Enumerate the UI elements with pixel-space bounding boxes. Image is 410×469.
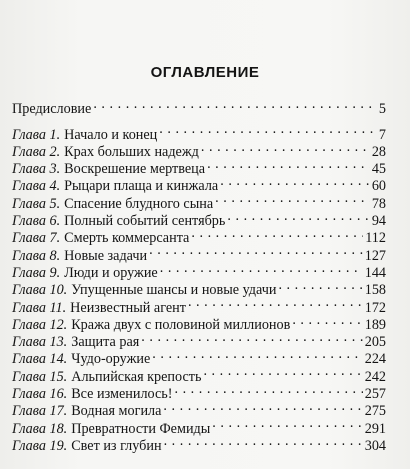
toc-entry-page: 242 xyxy=(364,368,386,385)
toc-entry-chapter xyxy=(12,121,386,143)
chapter-number: Глава 13. xyxy=(12,334,68,351)
toc-entry-page: 28 xyxy=(371,143,386,160)
toc-entry-page: 172 xyxy=(364,299,386,316)
toc-entry-title: Спасение блудного сына xyxy=(64,195,214,212)
toc-entry-chapter xyxy=(12,312,386,333)
toc-entry-page: 144 xyxy=(364,264,386,281)
chapter-number: Глава 3. xyxy=(12,161,61,178)
toc-entry-title: Начало и конец xyxy=(64,126,158,143)
toc-entry-page: 304 xyxy=(364,437,386,454)
dot-leader xyxy=(292,312,362,329)
toc-entry-page: 112 xyxy=(365,230,386,247)
toc-entry-chapter xyxy=(12,346,386,368)
toc-entry-page: 45 xyxy=(371,161,386,178)
table-of-contents xyxy=(12,96,386,454)
chapter-number: Глава 5. xyxy=(12,195,61,212)
chapter-number: Глава 10. xyxy=(12,282,68,299)
dot-leader xyxy=(188,294,363,311)
toc-entry-title: Крах больших надежд xyxy=(64,143,199,160)
dot-leader xyxy=(174,381,362,398)
toc-entry-page: 5 xyxy=(378,101,386,118)
toc-entry-chapter xyxy=(12,433,386,454)
toc-entry-title: Все изменилось! xyxy=(71,386,173,403)
chapter-number: Глава 12. xyxy=(12,316,68,333)
dot-leader xyxy=(152,346,362,363)
toc-entry-page: 127 xyxy=(364,247,386,264)
dot-leader xyxy=(203,363,362,380)
dot-leader xyxy=(201,139,370,156)
chapter-number: Глава 14. xyxy=(12,351,68,368)
toc-entry-title: Люди и оружие xyxy=(64,264,158,281)
toc-entry-page: 224 xyxy=(364,351,386,368)
chapter-number: Глава 6. xyxy=(12,213,61,230)
dot-leader xyxy=(164,433,363,450)
toc-entry-chapter xyxy=(12,363,386,385)
toc-entry-title: Предисловие xyxy=(12,101,92,118)
toc-entry-page: 257 xyxy=(364,386,386,403)
chapter-number: Глава 17. xyxy=(12,403,68,420)
chapter-number: Глава 15. xyxy=(12,368,68,385)
toc-entry-title: Новые задачи xyxy=(64,247,148,264)
toc-entry-page: 94 xyxy=(371,213,386,230)
dot-leader xyxy=(149,242,363,259)
toc-entry-title: Упущенные шансы и новые удачи xyxy=(71,282,277,299)
toc-entry-title: Полный событий сентябрь xyxy=(64,213,226,230)
dot-leader xyxy=(220,173,370,190)
toc-entry-title: Водная могила xyxy=(71,403,162,420)
toc-entry-title: Превратности Фемиды xyxy=(71,420,211,437)
toc-entry-title: Свет из глубин xyxy=(71,437,162,454)
toc-entry-page: 158 xyxy=(364,282,386,299)
toc-entry-page: 78 xyxy=(371,195,386,212)
toc-entry-chapter xyxy=(12,294,386,316)
toc-entry-title: Чудо-оружие xyxy=(71,351,151,368)
toc-entry-chapter xyxy=(12,329,386,351)
toc-entry-page: 60 xyxy=(371,178,386,195)
chapter-number: Глава 2. xyxy=(12,143,61,160)
toc-heading: ОГЛАВЛЕНИЕ xyxy=(150,64,260,81)
chapter-number: Глава 16. xyxy=(12,386,68,403)
chapter-number: Глава 4. xyxy=(12,178,61,195)
dot-leader xyxy=(212,415,362,432)
toc-entry-title: Защита рая xyxy=(71,334,140,351)
toc-entry-title: Кража двух с половиной миллионов xyxy=(71,316,291,333)
dot-leader xyxy=(191,225,363,242)
toc-entry-title: Неизвестный агент xyxy=(70,299,186,316)
dot-leader xyxy=(215,190,370,207)
toc-entry-title: Альпийская крепость xyxy=(71,368,202,385)
dot-leader xyxy=(278,277,362,294)
toc-entry-page: 205 xyxy=(364,334,386,351)
toc-entry-title: Воскрешение мертвеца xyxy=(64,161,206,178)
toc-entry-page: 189 xyxy=(364,316,386,333)
toc-entry-chapter xyxy=(12,381,386,403)
toc-entry-title: Смерть коммерсанта xyxy=(64,230,190,247)
chapter-number: Глава 8. xyxy=(12,247,61,264)
dot-leader xyxy=(141,329,362,346)
chapter-number: Глава 19. xyxy=(12,437,68,454)
toc-entry-preface xyxy=(12,96,386,118)
toc-entry-chapter xyxy=(12,415,386,437)
toc-entry-title: Рыцари плаща и кинжала xyxy=(64,178,219,195)
toc-entry-chapter xyxy=(12,398,386,420)
chapter-number: Глава 9. xyxy=(12,264,61,281)
chapter-number: Глава 1. xyxy=(12,126,61,143)
dot-leader xyxy=(159,121,377,138)
dot-leader xyxy=(207,156,370,173)
toc-entry-page: 291 xyxy=(364,420,386,437)
dot-leader xyxy=(227,208,369,225)
chapter-number: Глава 11. xyxy=(12,299,67,316)
toc-entry-page: 7 xyxy=(378,126,386,143)
toc-entry-page: 275 xyxy=(364,403,386,420)
chapter-number: Глава 18. xyxy=(12,420,68,437)
chapter-list xyxy=(12,121,386,454)
dot-leader xyxy=(160,260,363,277)
dot-leader xyxy=(163,398,362,415)
dot-leader xyxy=(93,96,377,113)
chapter-number: Глава 7. xyxy=(12,230,61,247)
